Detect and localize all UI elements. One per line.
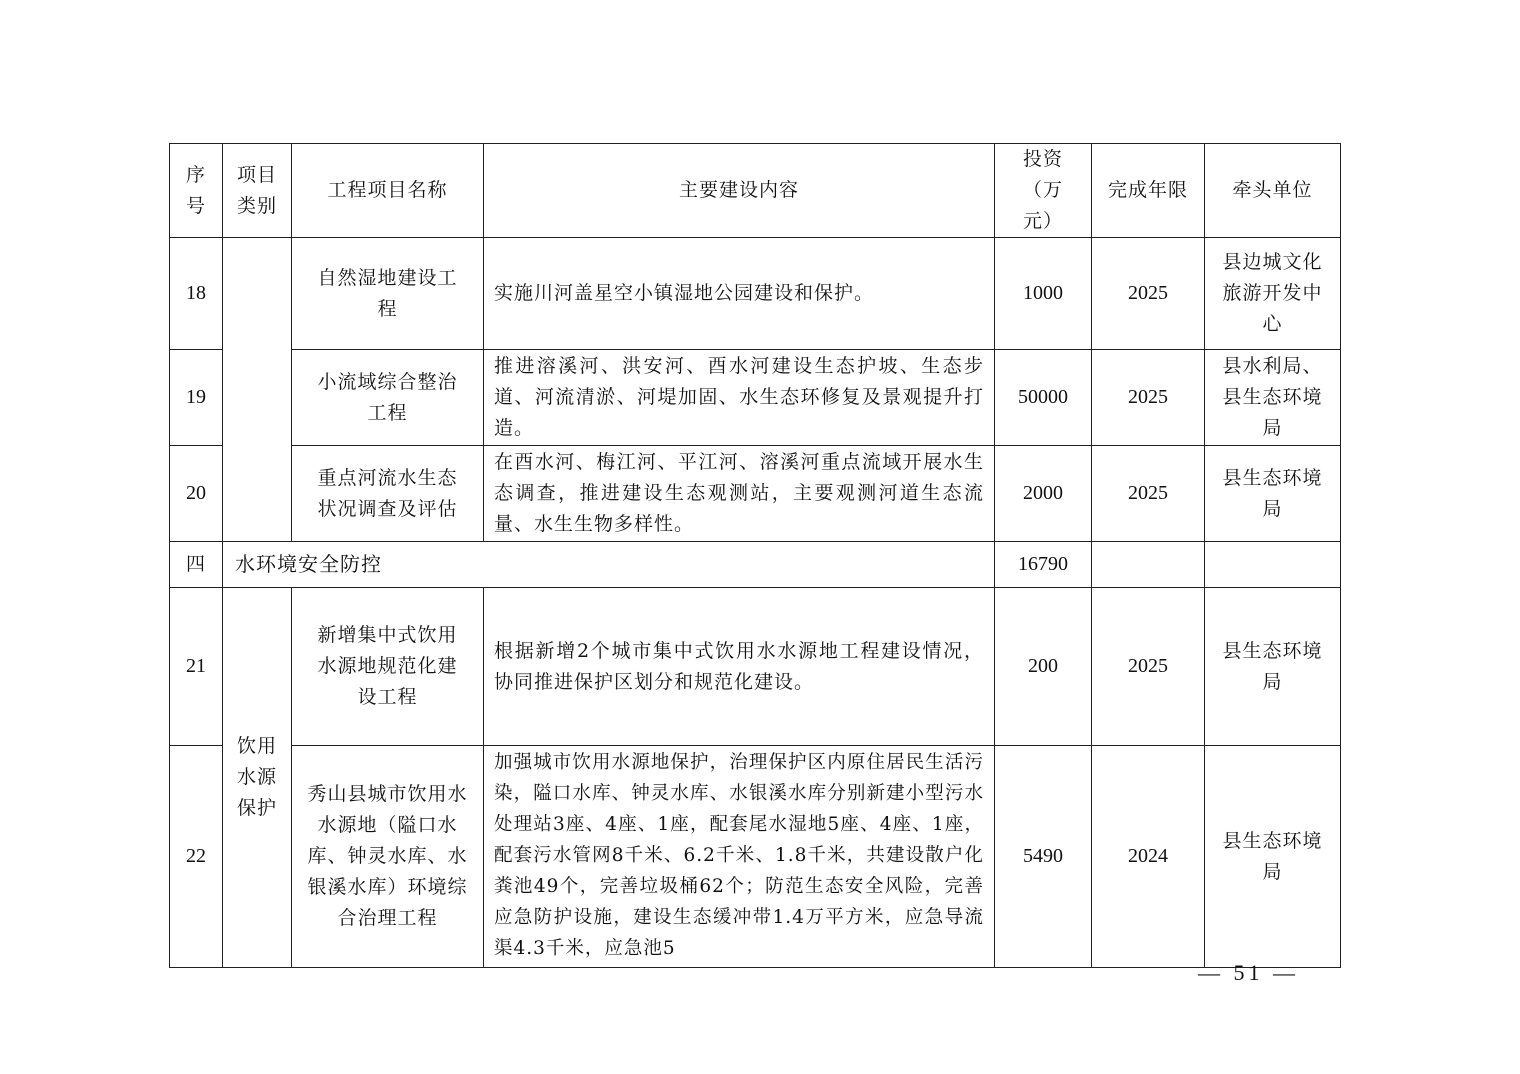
row-content: 在酉水河、梅江河、平江河、溶溪河重点流域开展水生态调查，推进建设生态观测站，主要观测河道生态流量、水生生物多样性。 (484, 446, 995, 542)
row-content: 根据新增2个城市集中式饮用水水源地工程建设情况，协同推进保护区划分和规范化建设。 (484, 588, 995, 746)
row-year: 2025 (1092, 350, 1205, 446)
project-table (169, 143, 1341, 968)
row-year: 2025 (1092, 588, 1205, 746)
row-year: 2025 (1092, 446, 1205, 542)
row-investment: 1000 (995, 238, 1092, 350)
row-seq: 22 (170, 746, 223, 968)
header-project-name: 工程项目名称 (292, 144, 484, 238)
row-lead-unit: 县生态环境局 (1205, 588, 1341, 746)
header-category: 项目类别 (223, 144, 292, 238)
row-content: 加强城市饮用水源地保护，治理保护区内原住居民生活污染，隘口水库、钟灵水库、水银溪水库分别新建小型污水处理站3座、4座、1座，配套尾水湿地5座、4座、1座，配套污水管网8千米、6.2千米、1.8千米，共建设散户化粪池49个，完善垃圾桶62个；防范生态安全风险，完善应急防护设施，建设生态缓冲带1.4万平方米，应急导流渠4.3千米，应急池5 (484, 746, 995, 968)
row-seq: 20 (170, 446, 223, 542)
row-lead-unit: 县边城文化旅游开发中心 (1205, 238, 1341, 350)
row-seq: 21 (170, 588, 223, 746)
row-project-name: 秀山县城市饮用水水源地（隘口水库、钟灵水库、水银溪水库）环境综合治理工程 (292, 746, 484, 968)
row-project-name: 小流域综合整治工程 (292, 350, 484, 446)
section-investment: 16790 (995, 542, 1092, 588)
row-lead-unit: 县生态环境局 (1205, 446, 1341, 542)
row-investment: 50000 (995, 350, 1092, 446)
row-seq: 18 (170, 238, 223, 350)
section-lead-unit-empty (1205, 542, 1341, 588)
header-content: 主要建设内容 (484, 144, 995, 238)
row-seq: 19 (170, 350, 223, 446)
row-investment: 5490 (995, 746, 1092, 968)
row-project-name: 重点河流水生态状况调查及评估 (292, 446, 484, 542)
row-content: 实施川河盖星空小镇湿地公园建设和保护。 (484, 238, 995, 350)
table-row (170, 588, 1341, 746)
row-project-name: 新增集中式饮用水源地规范化建设工程 (292, 588, 484, 746)
section-seq: 四 (170, 542, 223, 588)
section-title: 水环境安全防控 (223, 542, 995, 588)
page-number: — 51 — (1198, 960, 1299, 985)
row-year: 2025 (1092, 238, 1205, 350)
section-category: 饮用水源保护 (223, 588, 292, 968)
table-header-row (170, 144, 1341, 238)
table-row (170, 446, 1341, 542)
header-investment: 投资（万元） (995, 144, 1092, 238)
header-year: 完成年限 (1092, 144, 1205, 238)
row-investment: 2000 (995, 446, 1092, 542)
row-year: 2024 (1092, 746, 1205, 968)
row-lead-unit: 县水利局、县生态环境局 (1205, 350, 1341, 446)
table-row (170, 746, 1341, 968)
row-project-name: 自然湿地建设工程 (292, 238, 484, 350)
category-cell-empty (223, 238, 292, 542)
header-seq: 序号 (170, 144, 223, 238)
section-year-empty (1092, 542, 1205, 588)
header-lead-unit: 牵头单位 (1205, 144, 1341, 238)
row-investment: 200 (995, 588, 1092, 746)
section-row (170, 542, 1341, 588)
table-row (170, 350, 1341, 446)
row-content: 推进溶溪河、洪安河、酉水河建设生态护坡、生态步道、河流清淤、河堤加固、水生态环修复及景观提升打造。 (484, 350, 995, 446)
table-row (170, 238, 1341, 350)
row-lead-unit: 县生态环境局 (1205, 746, 1341, 968)
